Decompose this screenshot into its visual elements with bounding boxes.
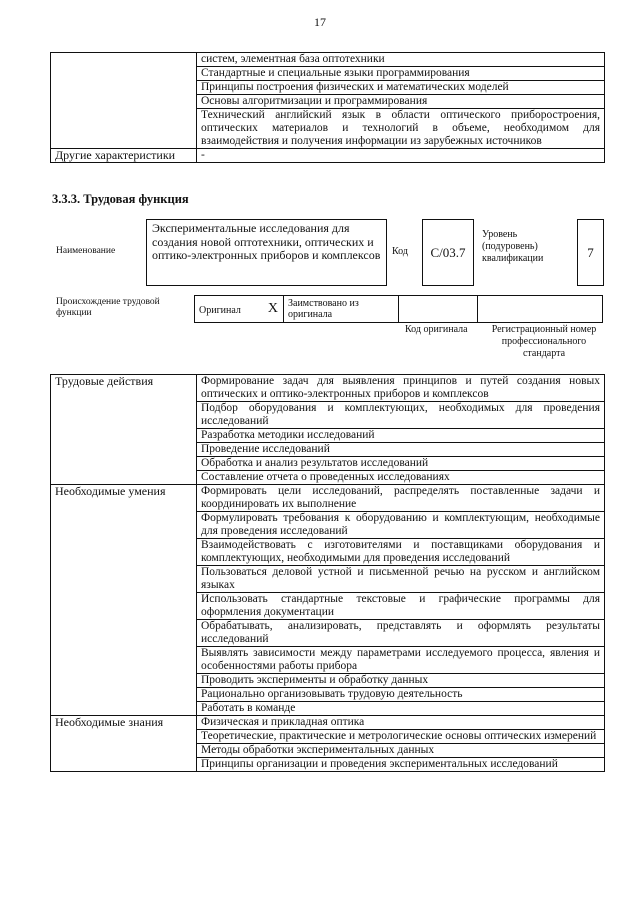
labor-action-item: Составление отчета о проведенных исследованиях (197, 471, 605, 485)
knowledge-item: Технический английский язык в области оптического приборостроения, оптических материалов и технологий в объеме, необходимом для взаимодействия и получения информации из зарубежных источников (197, 109, 605, 149)
code-original-label: Код оригинала (405, 324, 468, 335)
origin-label-line: Происхождение трудовой (56, 297, 160, 307)
skill-item: Работать в команде (197, 702, 605, 716)
skill-item: Обрабатывать, анализировать, представлять и оформлять результаты исследований (197, 620, 605, 647)
section-heading: 3.3.3. Трудовая функция (52, 192, 189, 206)
knowledge-item: систем, элементная база оптотехники (197, 53, 605, 67)
original-cell (194, 295, 284, 323)
skill-item: Формулировать требования к оборудованию и комплектующим, необходимые для проведения исследований (197, 512, 605, 539)
knowledge-item: Основы алгоритмизации и программирования (197, 95, 605, 109)
skill-item: Проводить эксперименты и обработку данных (197, 674, 605, 688)
code-value-box: C/03.7 (422, 219, 474, 286)
labor-action-item: Проведение исследований (197, 443, 605, 457)
borrowed-label-line: оригинала (288, 309, 333, 320)
name-label: Наименование (56, 246, 116, 256)
function-name-box: Экспериментальные исследования для создания новой оптотехники, оптических и оптико-электронных приборов и комплексов (146, 219, 387, 286)
origin-label (56, 297, 160, 319)
page-number: 17 (314, 15, 326, 29)
knowledge-item: Теоретические, практические и метрологические основы оптических измерений (197, 730, 605, 744)
original-label: Оригинал (199, 305, 241, 316)
knowledge-item: Физическая и прикладная оптика (197, 716, 605, 730)
labor-action-item: Разработка методики исследований (197, 429, 605, 443)
origin-label-line: функции (56, 308, 92, 318)
knowledge-item: Принципы построения физических и математических моделей (197, 81, 605, 95)
other-characteristics-label: Другие характеристики (51, 149, 197, 163)
skill-item: Использовать стандартные текстовые и графические программы для оформления документации (197, 593, 605, 620)
labor-action-item: Подбор оборудования и комплектующих, необходимых для проведения исследований (197, 402, 605, 429)
skill-item: Пользоваться деловой устной и письменной речью на русском и английском языках (197, 566, 605, 593)
reg-number-cell (477, 295, 603, 323)
level-label-line: (подуровень) (482, 241, 538, 252)
labor-action-item: Обработка и анализ результатов исследований (197, 457, 605, 471)
previous-function-table (50, 52, 605, 163)
borrowed-label (288, 298, 359, 320)
labor-actions-label: Трудовые действия (51, 375, 197, 485)
skill-item: Рационально организовывать трудовую деятельность (197, 688, 605, 702)
knowledge-item: Методы обработки экспериментальных данных (197, 744, 605, 758)
borrowed-cell (283, 295, 399, 323)
original-mark: X (267, 301, 278, 316)
skills-label: Необходимые умения (51, 485, 197, 716)
other-characteristics-value: - (197, 149, 605, 163)
reg-number-label: Регистрационный номер профессионального стандарта (491, 324, 597, 359)
knowledge-label: Необходимые знания (51, 716, 197, 772)
knowledge-item: Принципы организации и проведения экспериментальных исследований (197, 758, 605, 772)
qualification-level-box: 7 (577, 219, 604, 286)
skill-item: Выявлять зависимости между параметрами исследуемого процесса, явления и особенностями работы прибора (197, 647, 605, 674)
knowledge-item: Стандартные и специальные языки программирования (197, 67, 605, 81)
level-label-line: Уровень (482, 229, 518, 240)
level-label-line: квалификации (482, 253, 544, 264)
qualification-level-label (482, 229, 543, 265)
skill-item: Взаимодействовать с изготовителями и поставщиками оборудования и комплектующих, необходимыми для проведения исследований (197, 539, 605, 566)
knowledge-continued-header-cell (51, 53, 197, 149)
labor-function-table (50, 374, 605, 772)
origin-row (194, 295, 604, 323)
code-label: Код (392, 246, 408, 257)
borrowed-label-line: Заимствовано из (288, 298, 359, 309)
skill-item: Формировать цели исследований, распределять поставленные задачи и координировать их выполнение (197, 485, 605, 512)
labor-action-item: Формирование задач для выявления принципов и путей создания новых оптических и оптико-электронных приборов и комплексов (197, 375, 605, 402)
code-original-cell (398, 295, 478, 323)
